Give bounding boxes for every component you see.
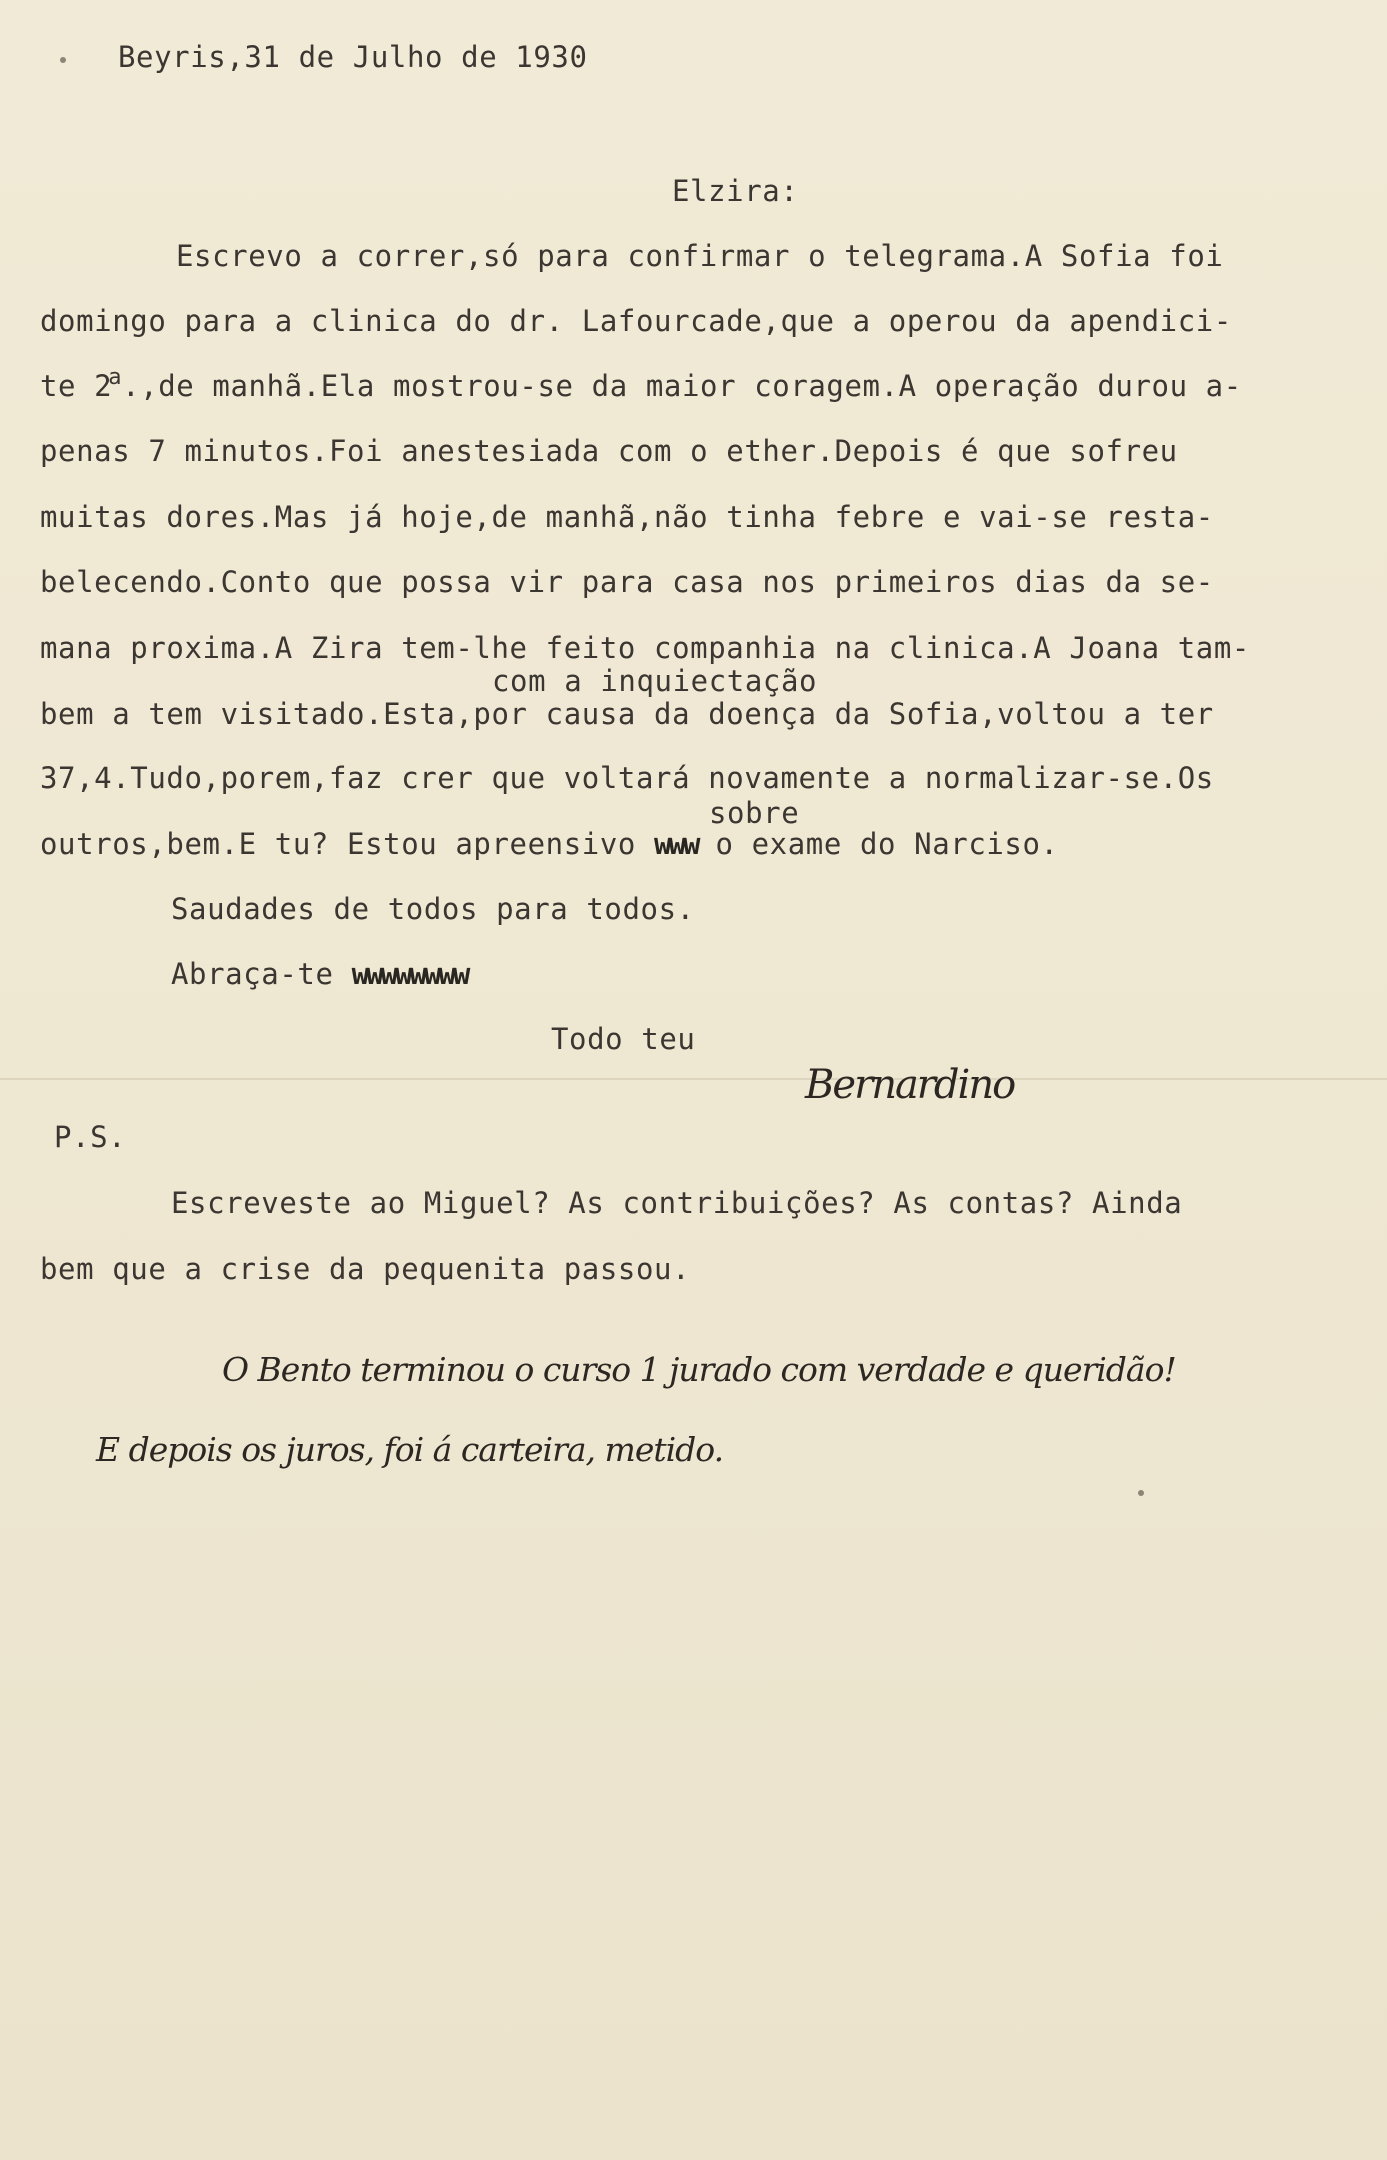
body-line-4: penas 7 minutos.Foi anestesiada com o ether.Depois é que sofreu xyxy=(40,434,1178,468)
body-line-3-mid: ., xyxy=(122,369,159,403)
closing-abraca xyxy=(171,957,467,991)
body-line-5: muitas dores.Mas já hoje,de manhã,não tinha febre e vai-se resta- xyxy=(40,500,1214,534)
closing-todo-teu: Todo teu xyxy=(551,1022,696,1056)
struck-out-word: www xyxy=(654,827,698,861)
body-line-8: bem a tem visitado.Esta,por causa da doença da Sofia,voltou a ter xyxy=(40,697,1214,731)
handwritten-note-line-1: O Bento terminou o curso 1 jurado com verdade e queridão! xyxy=(222,1350,1176,1389)
ordinal-superscript: a xyxy=(108,365,123,390)
body-line-6: belecendo.Conto que possa vir para casa nos primeiros dias da se- xyxy=(40,565,1214,599)
body-line-3-text: de manhã.Ela mostrou-se da maior coragem.A operação durou a- xyxy=(158,369,1242,403)
closing-abraca-text: Abraça-te xyxy=(171,957,334,991)
body-line-9: 37,4.Tudo,porem,faz crer que voltará novamente a normalizar-se.Os xyxy=(40,761,1214,795)
body-line-10 xyxy=(40,827,1059,861)
postscript-line-1: Escreveste ao Miguel? As contribuições? As contas? Ainda xyxy=(171,1186,1183,1220)
postscript-label: P.S. xyxy=(54,1120,127,1154)
body-line-1: Escrevo a correr,só para confirmar o telegrama.A Sofia foi xyxy=(176,239,1224,273)
letter-dateline: Beyris,31 de Julho de 1930 xyxy=(118,40,588,74)
insertion-above-line-8: com a inquiectação xyxy=(492,664,818,698)
struck-out-word: wwwwwwww xyxy=(351,957,468,991)
body-line-3 xyxy=(40,365,1242,407)
closing-saudades: Saudades de todos para todos. xyxy=(171,892,695,926)
letter-greeting: Elzira: xyxy=(672,174,799,208)
ink-speck xyxy=(60,57,66,63)
paper-fold xyxy=(0,1078,1387,1080)
body-line-3-prefix: te 2 xyxy=(40,369,113,403)
handwritten-note-line-2: E depois os juros, foi á carteira, metido. xyxy=(96,1430,724,1469)
body-line-10-text: outros,bem.E tu? Estou apreensivo xyxy=(40,827,636,861)
postscript-line-2: bem que a crise da pequenita passou. xyxy=(40,1252,691,1286)
body-line-7: mana proxima.A Zira tem-lhe feito companhia na clinica.A Joana tam- xyxy=(40,631,1250,665)
insertion-above-line-10: sobre xyxy=(709,796,800,830)
body-line-10-end: o exame do Narciso. xyxy=(715,827,1059,861)
handwritten-signature: Bernardino xyxy=(805,1062,1015,1108)
body-line-2: domingo para a clinica do dr. Lafourcade,que a operou da apendici- xyxy=(40,304,1232,338)
ink-speck xyxy=(1138,1490,1144,1496)
